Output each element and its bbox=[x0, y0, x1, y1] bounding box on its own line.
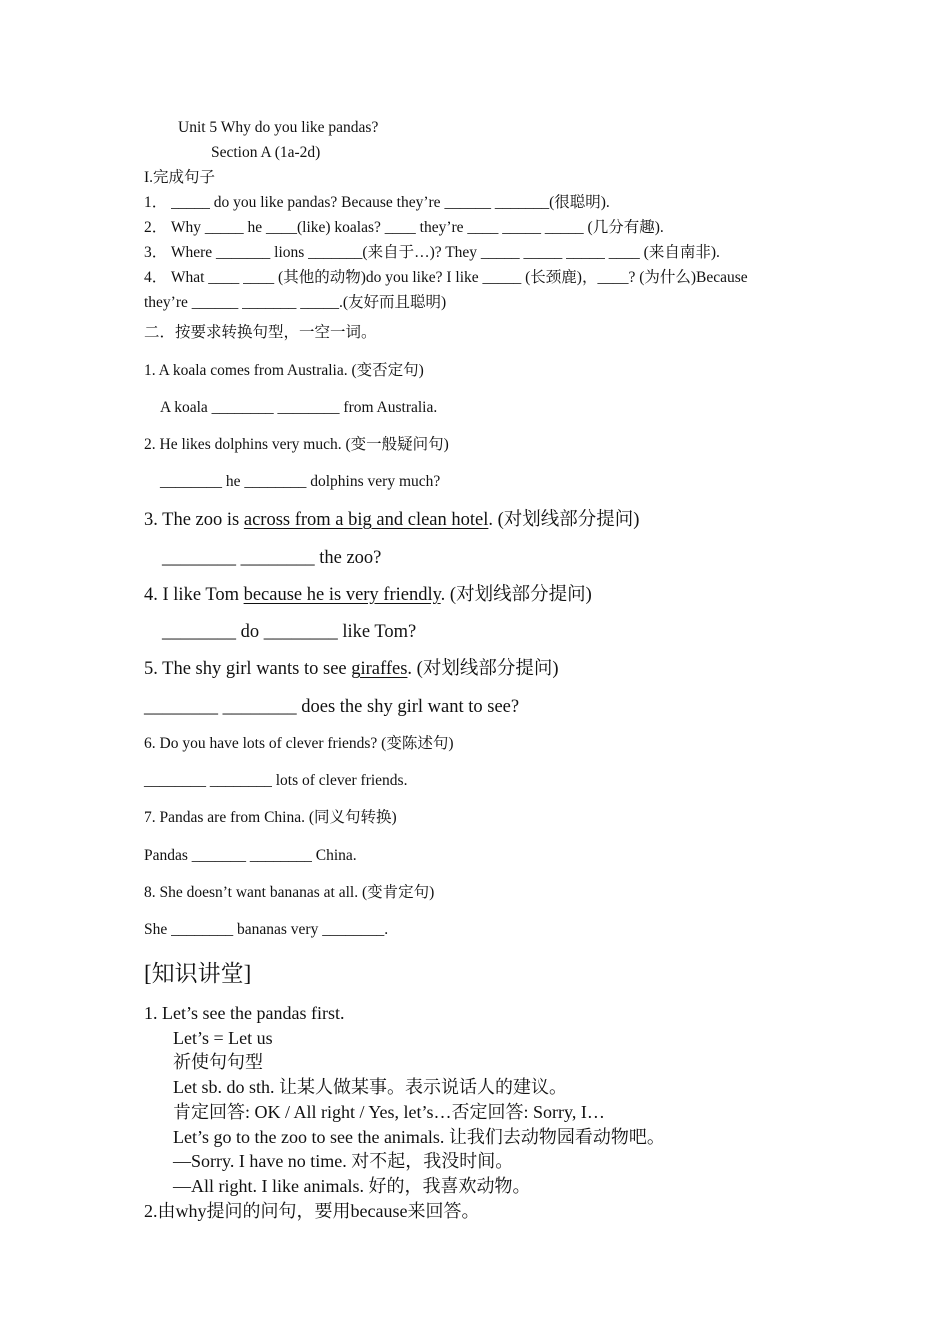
part2-answer: ________ ________ does the shy girl want to see? bbox=[144, 697, 520, 717]
part1-line: 1． _____ do you like pandas? Because they’re ______ _______(很聪明). bbox=[144, 194, 610, 211]
section-title: Section A (1a-2d) bbox=[211, 144, 321, 161]
part2-answer: Pandas _______ ________ China. bbox=[144, 847, 357, 864]
part1-line: they’re ______ _______ _____.(友好而且聪明) bbox=[144, 294, 447, 311]
part2-question: 7. Pandas are from China. (同义句转换) bbox=[144, 809, 397, 826]
part2-answer: She ________ bananas very ________. bbox=[144, 921, 389, 938]
question-text: 5. The shy girl wants to see bbox=[144, 659, 352, 679]
part2-question bbox=[144, 510, 639, 531]
part1-heading: I.完成句子 bbox=[144, 169, 216, 186]
underlined-part: across from a big and clean hotel bbox=[243, 510, 489, 530]
knowledge-line: —Sorry. I have no time. 对不起，我没时间。 bbox=[173, 1151, 514, 1171]
knowledge-heading: [知识讲堂] bbox=[144, 961, 252, 986]
part2-question: 2. He likes dolphins very much. (变一般疑问句) bbox=[144, 436, 449, 453]
part1-line: 2． Why _____ he ____(like) koalas? ____ they’re ____ _____ _____ (几分有趣). bbox=[144, 219, 664, 236]
part2-answer: ________ ________ lots of clever friends. bbox=[144, 772, 408, 789]
knowledge-line: Let’s go to the zoo to see the animals. 让我们去动物园看动物吧。 bbox=[173, 1127, 665, 1147]
part2-question bbox=[144, 585, 592, 606]
knowledge-line: Let sb. do sth. 让某人做某事。表示说话人的建议。 bbox=[173, 1077, 567, 1097]
part2-question: 6. Do you have lots of clever friends? (变陈述句) bbox=[144, 735, 454, 752]
part2-question: 1. A koala comes from Australia. (变否定句) bbox=[144, 362, 424, 379]
knowledge-line: —All right. I like animals. 好的，我喜欢动物。 bbox=[173, 1176, 531, 1196]
part2-answer: ________ ________ the zoo? bbox=[162, 548, 382, 568]
part2-heading: 二．按要求转换句型，一空一词。 bbox=[144, 324, 377, 341]
question-text: 3. The zoo is bbox=[144, 510, 244, 530]
part1-line: 4． What ____ ____ (其他的动物)do you like? I like _____ (长颈鹿)，____? (为什么)Because bbox=[144, 269, 748, 286]
knowledge-line: 祈使句句型 bbox=[173, 1052, 263, 1072]
question-text: . (对划线部分提问) bbox=[440, 585, 592, 605]
underlined-part: giraffes bbox=[351, 659, 408, 679]
part1-line: 3． Where _______ lions _______(来自于…)? They _____ _____ _____ ____ (来自南非). bbox=[144, 244, 720, 261]
part2-question: 8. She doesn’t want bananas at all. (变肯定句) bbox=[144, 884, 435, 901]
unit-title: Unit 5 Why do you like pandas? bbox=[178, 119, 379, 136]
part2-answer: A koala ________ ________ from Australia. bbox=[160, 399, 438, 416]
part2-question bbox=[144, 659, 559, 680]
knowledge-line: Let’s = Let us bbox=[173, 1028, 273, 1048]
underlined-part: because he is very friendly bbox=[243, 585, 441, 605]
question-text: . (对划线部分提问) bbox=[407, 659, 559, 679]
question-text: . (对划线部分提问) bbox=[488, 510, 640, 530]
knowledge-line: 肯定回答: OK / All right / Yes, let’s…否定回答: Sorry, I… bbox=[173, 1102, 605, 1122]
part2-answer: ________ he ________ dolphins very much? bbox=[160, 473, 441, 490]
part2-answer: ________ do ________ like Tom? bbox=[162, 622, 417, 642]
question-text: 4. I like Tom bbox=[144, 585, 244, 605]
knowledge-point-title: 2.由why提问的问句，要用because来回答。 bbox=[144, 1201, 480, 1221]
knowledge-point-title: 1. Let’s see the pandas first. bbox=[144, 1003, 345, 1023]
